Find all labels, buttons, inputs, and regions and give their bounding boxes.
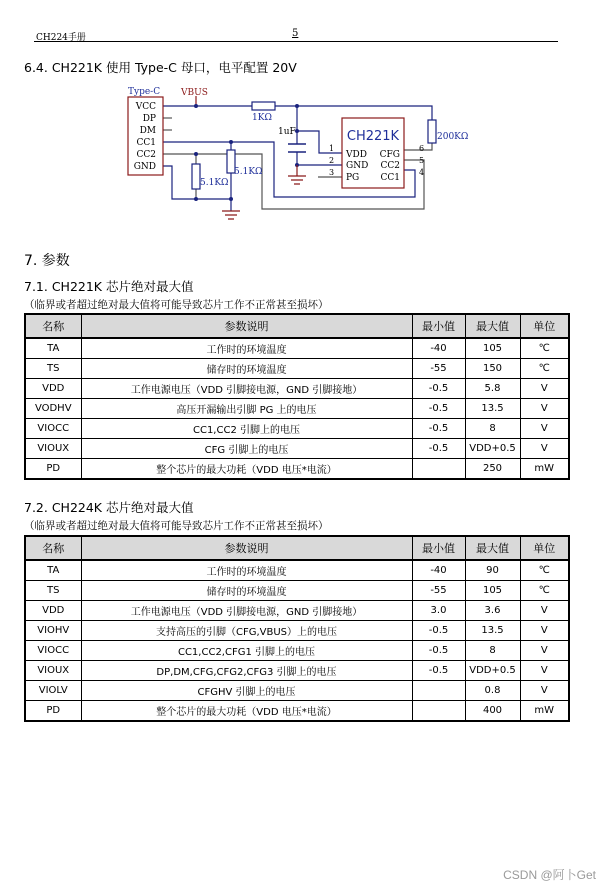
param-name: VDD <box>25 379 81 399</box>
table-row <box>25 601 569 621</box>
watermark: CSDN @阿卜Get <box>503 868 596 882</box>
col-name: 名称 <box>25 536 81 560</box>
param-max: 8 <box>465 641 520 661</box>
table-header-row <box>25 314 569 338</box>
param-min: -0.5 <box>412 379 465 399</box>
param-unit: ℃ <box>520 338 569 359</box>
circuit-schematic <box>0 0 614 240</box>
param-min: -0.5 <box>412 621 465 641</box>
param-description: 工作时的环境温度 <box>81 560 412 581</box>
pin-cc1: CC1 <box>136 138 156 148</box>
param-unit: V <box>520 379 569 399</box>
pin-num-3: 3 <box>329 168 335 177</box>
section-6-4-heading: 6.4. CH221K 使用 Type-C 母口，电平配置 20V <box>24 60 297 75</box>
section-7-1-note: （临界或者超过绝对最大值将可能导致芯片工作不正常甚至损坏） <box>24 299 329 311</box>
param-min <box>412 701 465 722</box>
param-max: 13.5 <box>465 621 520 641</box>
capacitor-label: 1uF <box>278 127 296 137</box>
param-unit: V <box>520 399 569 419</box>
col-description: 参数说明 <box>81 536 412 560</box>
param-min: -0.5 <box>412 641 465 661</box>
param-min <box>412 459 465 480</box>
pin-dm: DM <box>139 126 156 136</box>
param-unit: ℃ <box>520 560 569 581</box>
param-description: 高压开漏输出引脚 PG 上的电压 <box>81 399 412 419</box>
param-unit: ℃ <box>520 581 569 601</box>
table-row <box>25 641 569 661</box>
table-row <box>25 621 569 641</box>
section-7-heading: 7. 参数 <box>24 253 70 269</box>
param-min: -55 <box>412 359 465 379</box>
param-name: VIOCC <box>25 419 81 439</box>
table-row <box>25 560 569 581</box>
col-unit: 单位 <box>520 536 569 560</box>
param-description: CFGHV 引脚上的电压 <box>81 681 412 701</box>
pin-dp: DP <box>142 114 156 124</box>
param-name: VIOUX <box>25 439 81 459</box>
param-description: CC1,CC2 引脚上的电压 <box>81 419 412 439</box>
page-number: 5 <box>292 28 299 39</box>
table-row <box>25 581 569 601</box>
resistor-1k <box>252 102 275 110</box>
param-name: PD <box>25 701 81 722</box>
col-min: 最小值 <box>412 536 465 560</box>
param-description: CC1,CC2,CFG1 引脚上的电压 <box>81 641 412 661</box>
chip-name: CH221K <box>346 129 400 144</box>
section-7-1-heading: 7.1. CH221K 芯片绝对最大值 <box>24 279 194 294</box>
param-unit: V <box>520 681 569 701</box>
col-name: 名称 <box>25 314 81 338</box>
param-max: 150 <box>465 359 520 379</box>
param-unit: V <box>520 621 569 641</box>
chip-pin-cfg: CFG <box>379 150 400 160</box>
param-unit: V <box>520 439 569 459</box>
param-unit: ℃ <box>520 359 569 379</box>
param-max: 5.8 <box>465 379 520 399</box>
table-row <box>25 338 569 359</box>
chip-pin-pg: PG <box>346 173 360 183</box>
param-name: VIOLV <box>25 681 81 701</box>
pin-gnd: GND <box>133 162 156 172</box>
param-max: 8 <box>465 419 520 439</box>
section-7-2-heading: 7.2. CH224K 芯片绝对最大值 <box>24 500 194 515</box>
param-name: TS <box>25 359 81 379</box>
param-name: VIOHV <box>25 621 81 641</box>
pin-vcc: VCC <box>135 102 156 112</box>
param-name: TA <box>25 560 81 581</box>
param-min: -0.5 <box>412 661 465 681</box>
param-name: TA <box>25 338 81 359</box>
resistor-200k <box>428 120 436 143</box>
table-row <box>25 399 569 419</box>
resistor-5k1-b-label: 5.1KΩ <box>234 167 263 177</box>
chip-pin-cc2: CC2 <box>380 161 400 171</box>
param-name: VIOCC <box>25 641 81 661</box>
col-unit: 单位 <box>520 314 569 338</box>
table-row <box>25 359 569 379</box>
chip-pin-gnd: GND <box>346 161 369 171</box>
param-unit: V <box>520 601 569 621</box>
col-max: 最大值 <box>465 314 520 338</box>
param-description: DP,DM,CFG,CFG2,CFG3 引脚上的电压 <box>81 661 412 681</box>
param-description: 储存时的环境温度 <box>81 359 412 379</box>
pin-num-2: 2 <box>329 156 335 165</box>
chip-pin-vdd: VDD <box>346 150 367 160</box>
table-header-row <box>25 536 569 560</box>
param-unit: mW <box>520 459 569 480</box>
param-max: 105 <box>465 581 520 601</box>
param-max: 400 <box>465 701 520 722</box>
capacitor-1uf <box>288 144 306 152</box>
pin-num-5: 5 <box>419 156 425 165</box>
resistor-200k-label: 200KΩ <box>437 132 469 142</box>
param-max: VDD+0.5 <box>465 661 520 681</box>
param-min <box>412 681 465 701</box>
param-max: 90 <box>465 560 520 581</box>
param-unit: V <box>520 661 569 681</box>
param-max: 3.6 <box>465 601 520 621</box>
param-unit: V <box>520 419 569 439</box>
pin-num-1: 1 <box>329 144 335 153</box>
param-name: VDD <box>25 601 81 621</box>
section-7-2-note: （临界或者超过绝对最大值将可能导致芯片工作不正常甚至损坏） <box>24 520 329 532</box>
col-max: 最大值 <box>465 536 520 560</box>
param-name: VODHV <box>25 399 81 419</box>
param-min: -40 <box>412 338 465 359</box>
param-name: PD <box>25 459 81 480</box>
col-min: 最小值 <box>412 314 465 338</box>
resistor-5k1-a <box>192 164 200 189</box>
param-min: -0.5 <box>412 439 465 459</box>
param-max: 250 <box>465 459 520 480</box>
param-description: CFG 引脚上的电压 <box>81 439 412 459</box>
table-row <box>25 701 569 722</box>
param-min: -0.5 <box>412 399 465 419</box>
table-row <box>25 459 569 480</box>
resistor-1k-label: 1KΩ <box>252 113 272 123</box>
wire-vdd <box>297 106 342 153</box>
ground-icon <box>222 211 240 219</box>
table-row <box>25 379 569 399</box>
pin-cc2: CC2 <box>136 150 156 160</box>
param-description: 工作电源电压（VDD 引脚接电源，GND 引脚接地） <box>81 379 412 399</box>
chip-pin-cc1: CC1 <box>380 173 400 183</box>
param-min: -40 <box>412 560 465 581</box>
param-min: 3.0 <box>412 601 465 621</box>
table-row <box>25 419 569 439</box>
ch224k-max-ratings-table <box>24 535 570 722</box>
param-description: 整个芯片的最大功耗（VDD 电压*电流） <box>81 459 412 480</box>
param-unit: V <box>520 641 569 661</box>
col-description: 参数说明 <box>81 314 412 338</box>
table-row <box>25 439 569 459</box>
ch221k-max-ratings-table <box>24 313 570 480</box>
param-min: -55 <box>412 581 465 601</box>
pin-num-4: 4 <box>419 168 425 177</box>
typec-label: Type-C <box>128 87 161 97</box>
param-description: 工作时的环境温度 <box>81 338 412 359</box>
param-name: TS <box>25 581 81 601</box>
pin-num-6: 6 <box>419 144 425 153</box>
param-min: -0.5 <box>412 419 465 439</box>
table-row <box>25 681 569 701</box>
param-max: 105 <box>465 338 520 359</box>
wire-cfg <box>404 143 432 150</box>
vbus-label: VBUS <box>181 88 208 98</box>
param-max: VDD+0.5 <box>465 439 520 459</box>
param-description: 整个芯片的最大功耗（VDD 电压*电流） <box>81 701 412 722</box>
param-unit: mW <box>520 701 569 722</box>
param-max: 13.5 <box>465 399 520 419</box>
param-description: 支持高压的引脚（CFG,VBUS）上的电压 <box>81 621 412 641</box>
ground-icon <box>288 165 306 184</box>
param-name: VIOUX <box>25 661 81 681</box>
resistor-5k1-a-label: 5.1KΩ <box>200 178 229 188</box>
param-description: 储存时的环境温度 <box>81 581 412 601</box>
param-max: 0.8 <box>465 681 520 701</box>
document-title: CH224手册 <box>36 33 86 43</box>
table-row <box>25 661 569 681</box>
param-description: 工作电源电压（VDD 引脚接电源，GND 引脚接地） <box>81 601 412 621</box>
